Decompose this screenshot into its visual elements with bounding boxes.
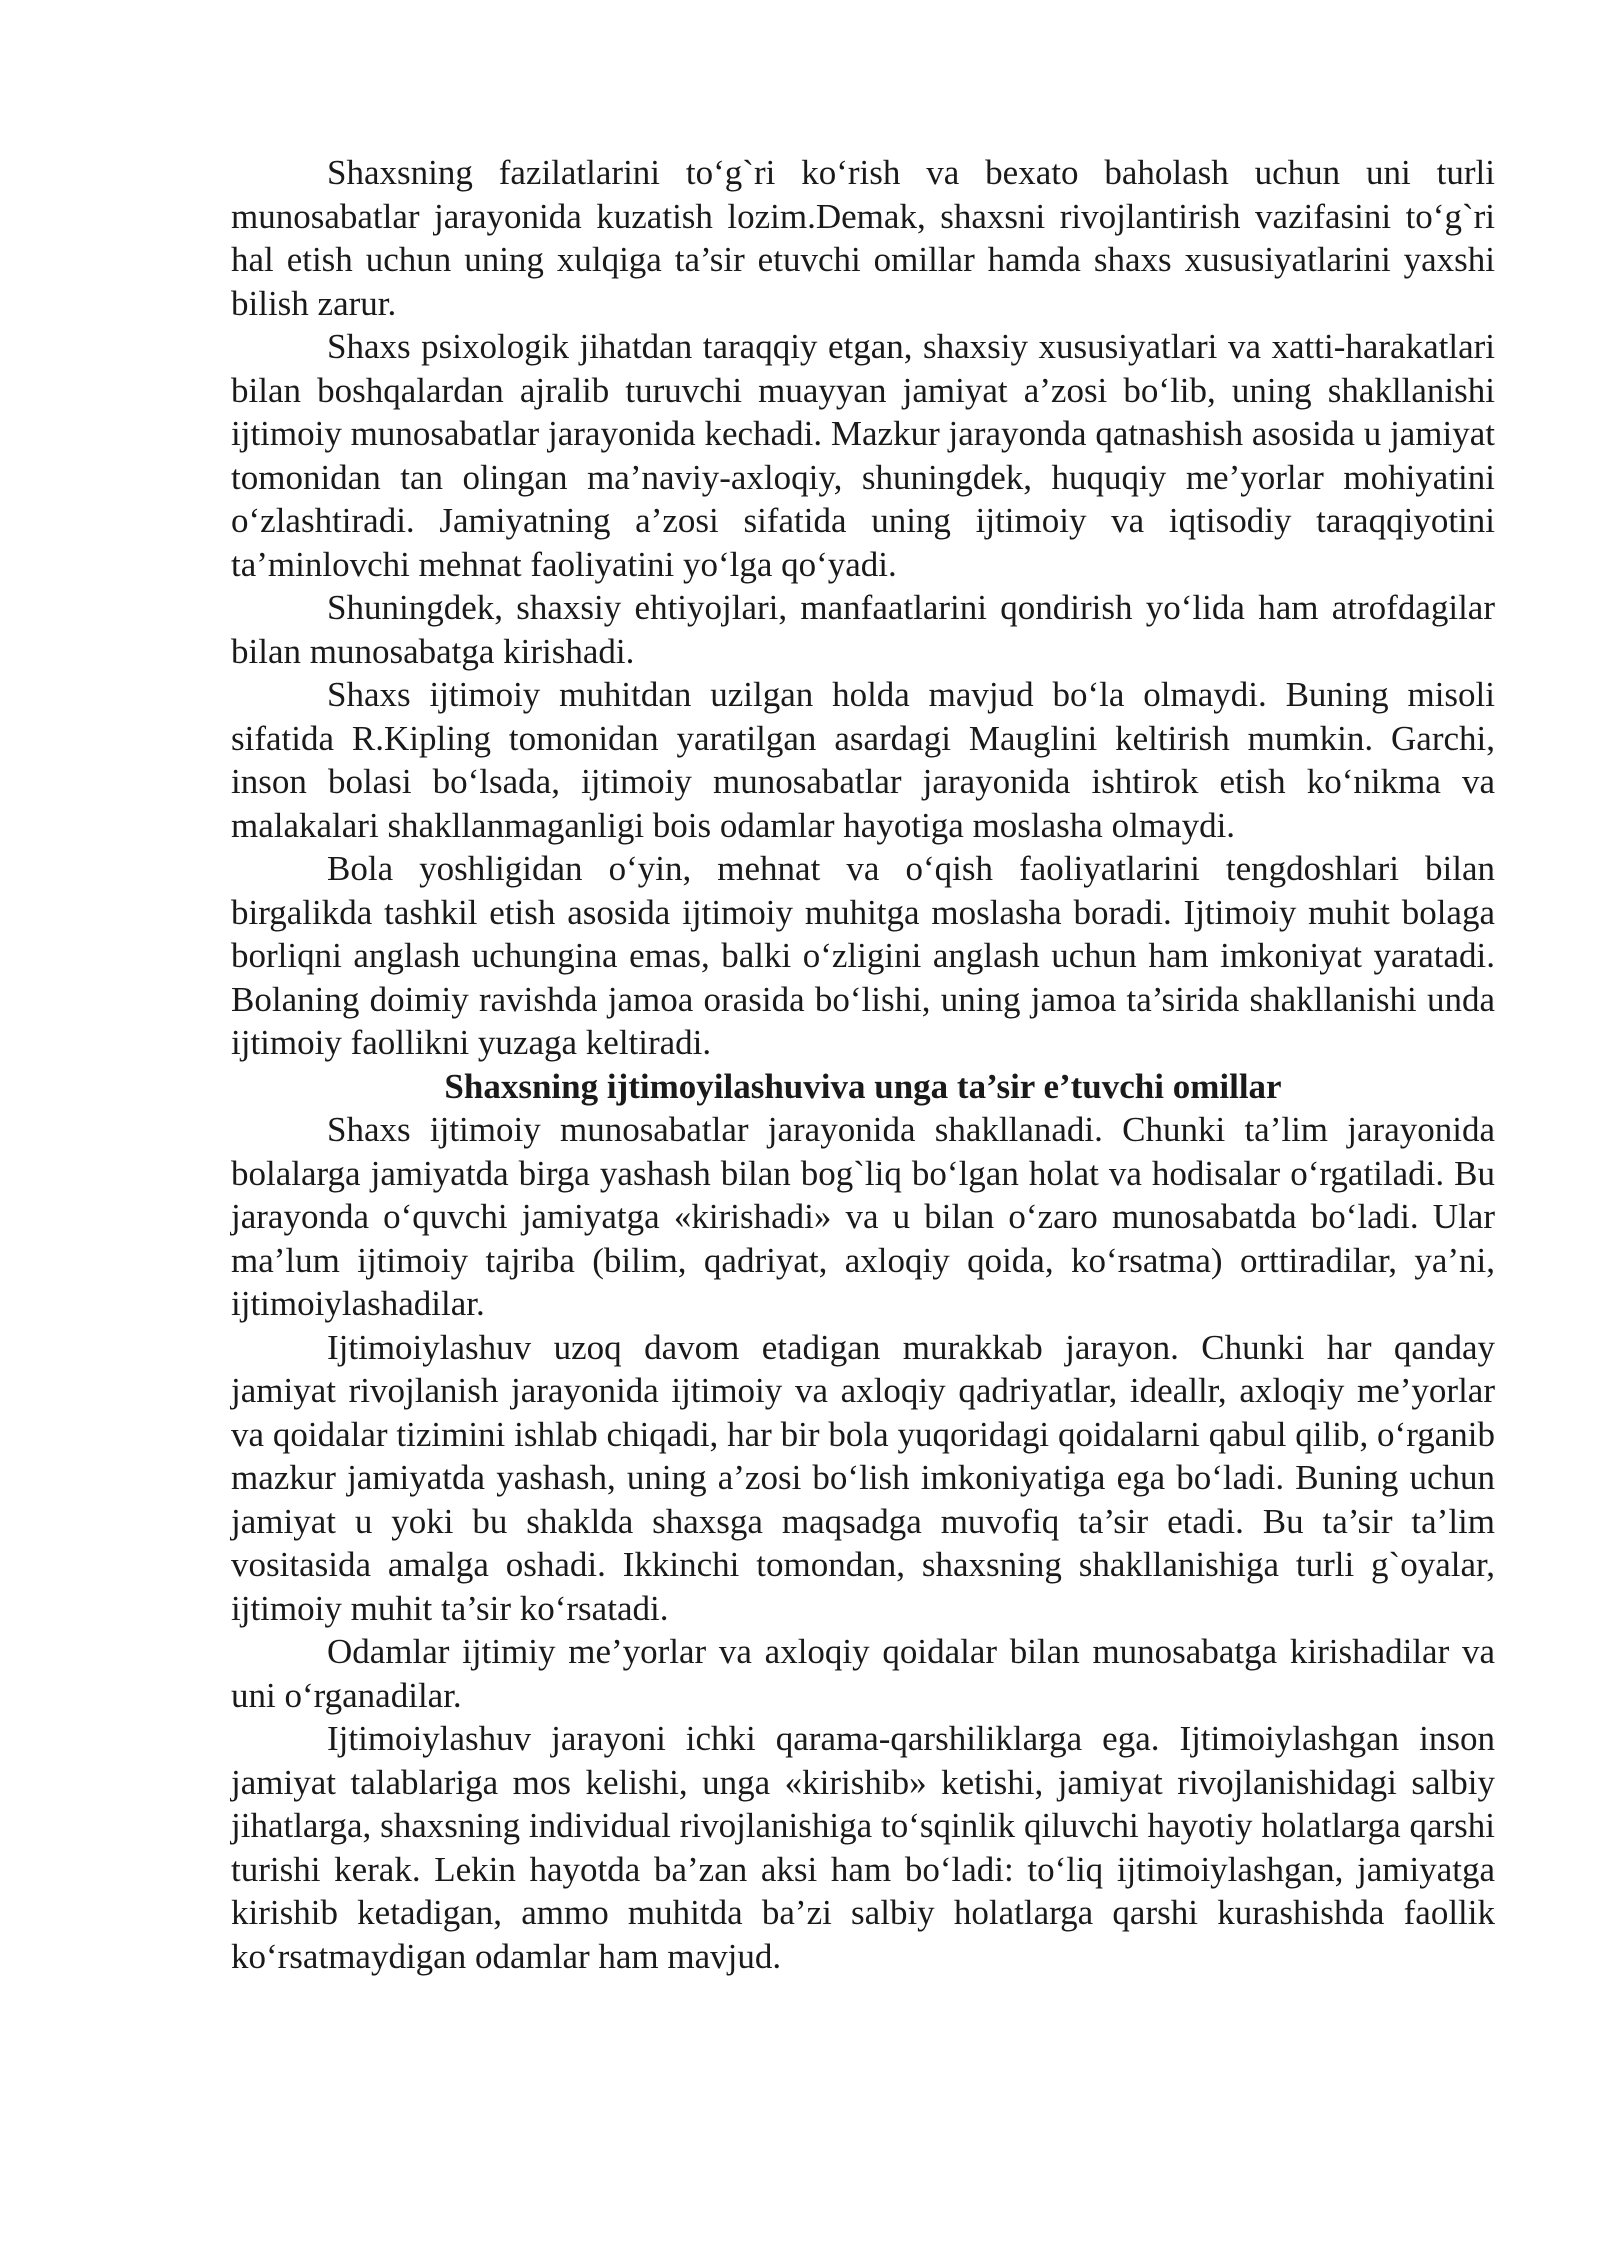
paragraph: Shaxsning fazilatlarini to‘g`ri ko‘rish va bexato baholash uchun uni turli munosabatlar jarayonida kuzatish lozim.Demak, shaxsni rivojlantirish vazifasini to‘g`ri hal etish uchun uning xulqiga ta’sir etuvchi omillar hamda shaxs xususiyatlarini yaxshi bilish zarur.	[231, 153, 1495, 323]
paragraph: Shuningdek, shaxsiy ehtiyojlari, manfaatlarini qondirish yo‘lida ham atrofdagilar bilan munosabatga kirishadi.	[231, 588, 1495, 671]
paragraph: Ijtimoiylashuv uzoq davom etadigan murakkab jarayon. Chunki har qanday jamiyat rivojlanish jarayonida ijtimoiy va axloqiy qadriyatlar, ideallr, axloqiy me’yorlar va qoidalar tizimini ishlab chiqadi, har bir bola yuqoridagi qoidalarni qabul qilib, o‘rganib mazkur jamiyatda yashash, uning a’zosi bo‘lish imkoniyatiga ega bo‘ladi. Buning uchun jamiyat u yoki bu shaklda shaxsga maqsadga muvofiq ta’sir etadi. Bu ta’sir ta’lim vositasida amalga oshadi. Ikkinchi tomondan, shaxsning shakllanishiga turli g`oyalar, ijtimoiy muhit ta’sir ko‘rsatadi.	[231, 1327, 1495, 1628]
paragraph: Bola yoshligidan o‘yin, mehnat va o‘qish faoliyatlarini tengdoshlari bilan birgalikda tashkil etish asosida ijtimoiy muhitga moslasha boradi. Ijtimoiy muhit bolaga borliqni anglash uchungina emas, balki o‘zligini anglash uchun ham imkoniyat yaratadi. Bolaning doimiy ravishda jamoa orasida bo‘lishi, uning jamoa ta’sirida shakllanishi unda ijtimoiy faollikni yuzaga keltiradi.	[231, 849, 1495, 1062]
paragraph: Shaxs ijtimoiy munosabatlar jarayonida shakllanadi. Chunki ta’lim jarayonida bolalarga jamiyatda birga yashash bilan bog`liq bo‘lgan holat va hodisalar o‘rgatiladi. Bu jarayonda o‘quvchi jamiyatga «kirishadi» va u bilan o‘zaro munosabatda bo‘ladi. Ular ma’lum ijtimoiy tajriba (bilim, qadriyat, axloqiy qoida, ko‘rsatma) orttiradilar, ya’ni, ijtimoiylashadilar.	[231, 1110, 1495, 1323]
document-body	[231, 151, 1495, 1978]
paragraph: Odamlar ijtimiy me’yorlar va axloqiy qoidalar bilan munosabatga kirishadilar va uni o‘rganadilar.	[231, 1632, 1495, 1715]
paragraph: Shaxs psixologik jihatdan taraqqiy etgan, shaxsiy xususiyatlari va xatti-harakatlari bilan boshqalardan ajralib turuvchi muayyan jamiyat a’zosi bo‘lib, uning shakllanishi ijtimoiy munosabatlar jarayonida kechadi. Mazkur jarayonda qatnashish asosida u jamiyat tomonidan tan olingan ma’naviy-axloqiy, shuningdek, huquqiy me’yorlar mohiyatini o‘zlashtiradi. Jamiyatning a’zosi sifatida uning ijtimoiy va iqtisodiy taraqqiyotini ta’minlovchi mehnat faoliyatini yo‘lga qo‘yadi.	[231, 327, 1495, 584]
section-heading: Shaxsning ijtimoyilashuviva unga ta’sir e’tuvchi omillar	[444, 1066, 1282, 1106]
paragraph: Shaxs ijtimoiy muhitdan uzilgan holda mavjud bo‘la olmaydi. Buning misoli sifatida R.Kipling tomonidan yaratilgan asardagi Mauglini keltirish mumkin. Garchi, inson bolasi bo‘lsada, ijtimoiy munosabatlar jarayonida ishtirok etish ko‘nikma va malakalari shakllanmaganligi bois odamlar hayotiga moslasha olmaydi.	[231, 675, 1495, 845]
paragraph: Ijtimoiylashuv jarayoni ichki qarama-qarshiliklarga ega. Ijtimoiylashgan inson jamiyat talablariga mos kelishi, unga «kirishib» ketishi, jamiyat rivojlanishidagi salbiy jihatlarga, shaxsning individual rivojlanishiga to‘sqinlik qiluvchi hayotiy holatlarga qarshi turishi kerak. Lekin hayotda ba’zan aksi ham bo‘ladi: to‘liq ijtimoiylashgan, jamiyatga kirishib ketadigan, ammo muhitda ba’zi salbiy holatlarga qarshi kurashishda faollik ko‘rsatmaydigan odamlar ham mavjud.	[231, 1719, 1495, 1976]
